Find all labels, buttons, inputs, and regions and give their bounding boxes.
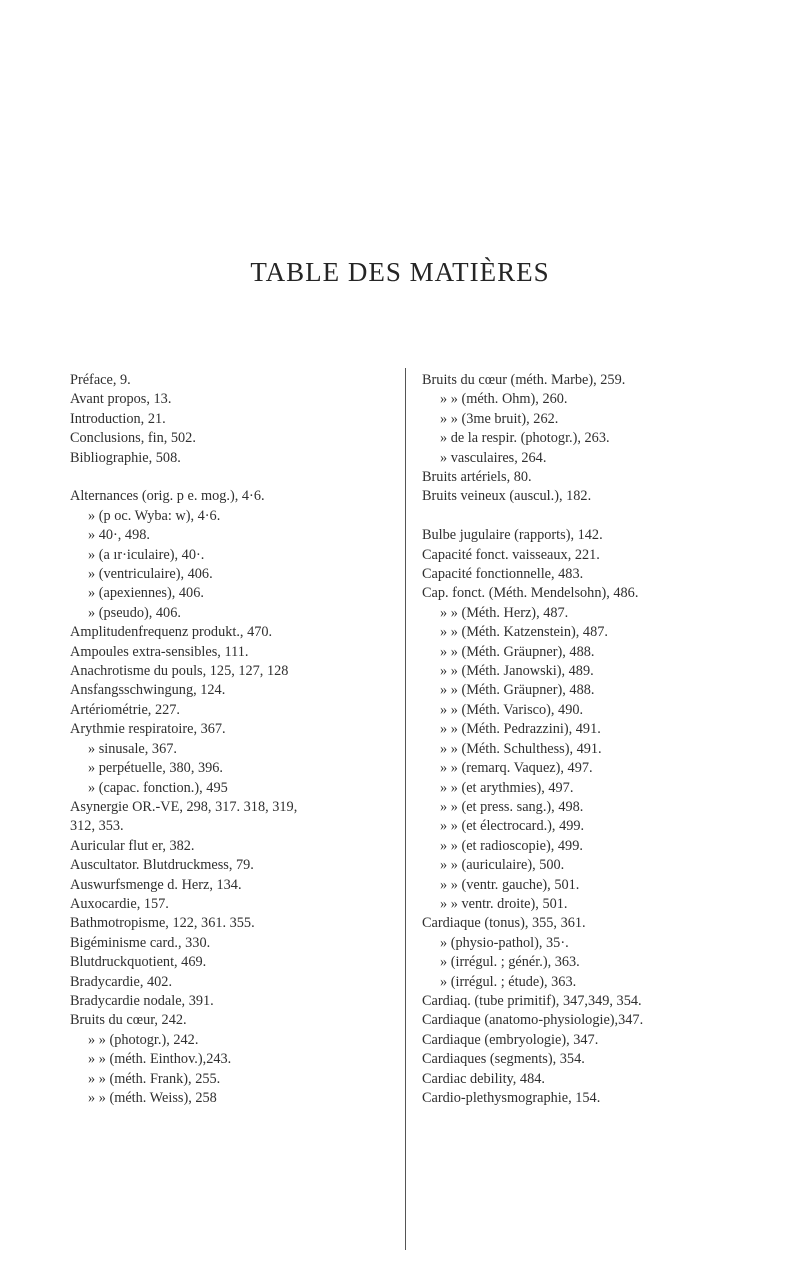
index-entry: » perpétuelle, 380, 396. — [88, 760, 223, 777]
index-group — [70, 487, 400, 1108]
index-entry: » (capac. fonction.), 495 — [88, 779, 228, 796]
page-title: TABLE DES MATIÈRES — [250, 257, 550, 287]
index-entry: Introduction, 21. — [70, 410, 166, 427]
index-entry: Bradycardie nodale, 391. — [70, 992, 214, 1009]
index-entry: » » (ventr. gauche), 501. — [440, 876, 580, 893]
index-entry: » » (méth. Einthov.),243. — [88, 1051, 232, 1068]
index-entry: Alternances (orig. p e. mog.), 4·6. — [70, 488, 265, 505]
index-group — [422, 526, 772, 1108]
index-entry: » » (et électrocard.), 499. — [440, 818, 585, 835]
index-entry: Bulbe jugulaire (rapports), 142. — [422, 527, 603, 544]
index-entry: Auricular flut er, 382. — [70, 837, 195, 854]
index-entry: » de la respir. (photogr.), 263. — [440, 430, 610, 447]
index-entry: Cardio-plethysmographie, 154. — [422, 1090, 601, 1107]
index-entry: Bigéminisme card., 330. — [70, 934, 211, 951]
index-entry: Capacité fonctionnelle, 483. — [422, 566, 584, 583]
index-entry: » » (et press. sang.), 498. — [440, 798, 584, 815]
index-entry: » (apexiennes), 406. — [88, 585, 204, 602]
index-entry: » » (Méth. Schulthess), 491. — [440, 740, 602, 757]
index-entry: » (physio-pathol), 35·. — [440, 934, 569, 951]
index-entry: » » ventr. droite), 501. — [440, 895, 568, 912]
index-entry: Cardiaq. (tube primitif), 347,349, 354. — [422, 992, 642, 1009]
index-entry: Bruits artériels, 80. — [422, 469, 532, 486]
index-entry: Cardiaques (segments), 354. — [422, 1051, 585, 1068]
index-entry: Auxocardie, 157. — [70, 895, 169, 912]
index-entry: » » (et radioscopie), 499. — [440, 837, 583, 854]
index-entry: Auswurfsmenge d. Herz, 134. — [70, 876, 242, 893]
index-entry: » » (auriculaire), 500. — [440, 857, 565, 874]
index-entry: » (ventriculaire), 406. — [88, 566, 213, 583]
index-entry: Bruits veineux (auscul.), 182. — [422, 488, 592, 505]
index-entry: Bathmotropisme, 122, 361. 355. — [70, 915, 255, 932]
index-entry: » vasculaires, 264. — [440, 449, 547, 466]
index-entry: Artériométrie, 227. — [70, 701, 180, 718]
group-spacer — [422, 507, 772, 526]
index-entry: Amplitudenfrequenz produkt., 470. — [70, 624, 273, 641]
index-entry: » » (remarq. Vaquez), 497. — [440, 760, 593, 777]
index-entry: Auscultator. Blutdruckmess, 79. — [70, 857, 254, 874]
index-entry: Blutdruckquotient, 469. — [70, 954, 207, 971]
index-entry: » » (méth. Frank), 255. — [88, 1070, 221, 1087]
index-entry: Cardiac debility, 484. — [422, 1070, 545, 1087]
index-entry: » » (Méth. Janowski), 489. — [440, 663, 594, 680]
index-entry: » (irrégul. ; étude), 363. — [440, 973, 577, 990]
index-group — [70, 371, 400, 468]
index-entry: Capacité fonct. vaisseaux, 221. — [422, 546, 600, 563]
index-entry: Bruits du cœur, 242. — [70, 1012, 187, 1029]
index-group — [422, 371, 772, 507]
index-entry: » » (Méth. Herz), 487. — [440, 604, 569, 621]
index-entry: » » (méth. Ohm), 260. — [440, 391, 568, 408]
index-entry: Cardiaque (anatomo-physiologie),347. — [422, 1012, 644, 1029]
index-entry: » (a ır·iculaire), 40·. — [88, 546, 205, 563]
column-divider — [405, 368, 406, 1250]
index-entry: Cap. fonct. (Méth. Mendelsohn), 486. — [422, 585, 639, 602]
index-entry: » (irrégul. ; génér.), 363. — [440, 954, 580, 971]
index-entry: » » (Méth. Katzenstein), 487. — [440, 624, 608, 641]
index-entry: Cardiaque (embryologie), 347. — [422, 1031, 599, 1048]
index-entry: Avant propos, 13. — [70, 391, 172, 408]
index-entry: Bradycardie, 402. — [70, 973, 173, 990]
index-column-right — [422, 371, 772, 1108]
index-entry: » (pseudo), 406. — [88, 604, 181, 621]
group-spacer — [70, 468, 400, 487]
index-entry: Bruits du cœur (méth. Marbe), 259. — [422, 372, 626, 388]
index-column-left — [70, 371, 400, 1108]
index-entry: » 40·, 498. — [88, 527, 150, 544]
index-entry: » (p oc. Wyba: w), 4·6. — [88, 507, 221, 524]
index-entry: Ansfangsschwingung, 124. — [70, 682, 226, 699]
index-entry: » » (3me bruit), 262. — [440, 410, 559, 427]
index-entry: Ampoules extra-sensibles, 111. — [70, 643, 249, 660]
index-entry: » » (Méth. Pedrazzini), 491. — [440, 721, 601, 738]
index-entry: » sinusale, 367. — [88, 740, 177, 757]
index-entry: Préface, 9. — [70, 372, 131, 388]
index-entry: » » (et arythmies), 497. — [440, 779, 574, 796]
index-entry: Arythmie respiratoire, 367. — [70, 721, 226, 738]
index-entry: Conclusions, fin, 502. — [70, 430, 196, 447]
index-entry: Bibliographie, 508. — [70, 449, 181, 466]
index-entry: » » (Méth. Varisco), 490. — [440, 701, 584, 718]
index-entry: » » (Méth. Gräupner), 488. — [440, 682, 595, 699]
index-entry: Anachrotisme du pouls, 125, 127, 128 — [70, 663, 289, 680]
index-entry: 312, 353. — [70, 818, 124, 835]
index-entry: » » (méth. Weiss), 258 — [88, 1090, 217, 1107]
index-entry: » » (photogr.), 242. — [88, 1031, 199, 1048]
index-entry: Cardiaque (tonus), 355, 361. — [422, 915, 586, 932]
index-entry: » » (Méth. Gräupner), 488. — [440, 643, 595, 660]
index-entry: Asynergie OR.-VE, 298, 317. 318, 319, — [70, 798, 298, 815]
